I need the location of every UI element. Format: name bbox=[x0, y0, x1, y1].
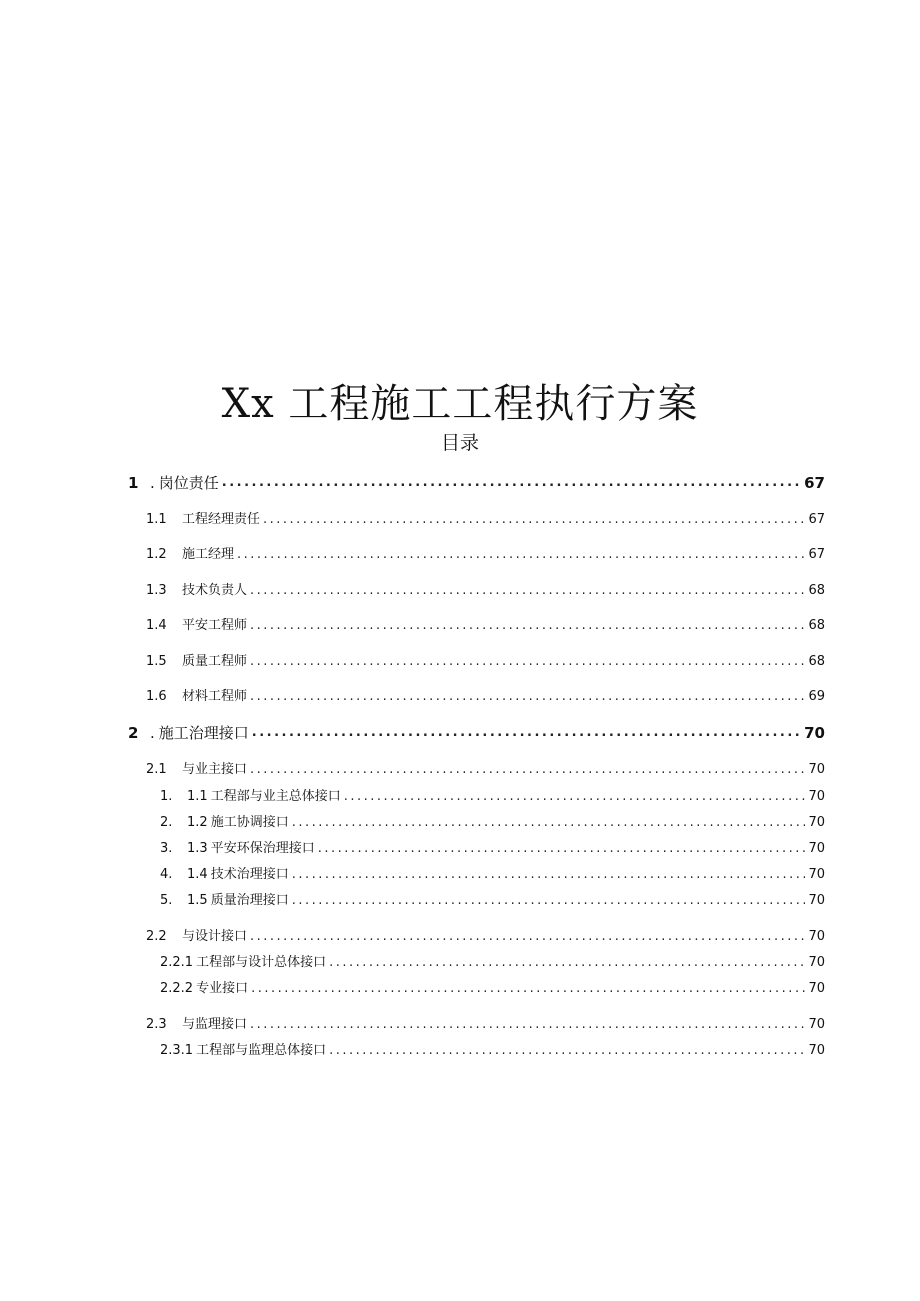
toc-entry-number: 2.2 bbox=[146, 929, 167, 944]
toc-entry-number: 1. bbox=[160, 789, 173, 804]
toc-page-number: 70 bbox=[808, 955, 825, 970]
toc-leader-dots bbox=[292, 865, 806, 885]
toc-entry[interactable] bbox=[128, 473, 825, 493]
toc-page-number: 67 bbox=[808, 512, 825, 527]
toc-entry-separator: . bbox=[150, 474, 155, 492]
toc-entry-subnumber: 1.3 bbox=[187, 841, 208, 856]
toc-entry-title: 质量治理接口 bbox=[210, 893, 289, 908]
toc-entry-title: 专业接口 bbox=[196, 981, 249, 996]
toc-page-number: 70 bbox=[804, 724, 825, 742]
toc-leader-dots bbox=[251, 979, 805, 999]
toc-page-number: 67 bbox=[808, 547, 825, 562]
toc-page-number: 70 bbox=[808, 1017, 825, 1032]
toc-leader-dots bbox=[250, 581, 805, 601]
toc-entry[interactable] bbox=[160, 979, 825, 999]
toc-leader-dots bbox=[329, 953, 805, 973]
toc-page-number: 70 bbox=[808, 815, 825, 830]
toc-page-number: 67 bbox=[804, 474, 825, 492]
toc-entry[interactable] bbox=[160, 787, 825, 807]
toc-leader-dots bbox=[329, 1041, 805, 1061]
toc-page-number: 68 bbox=[808, 654, 825, 669]
toc-entry-subnumber: 1.5 bbox=[187, 893, 208, 908]
document-title: Xx 工程施工工程执行方案 bbox=[221, 381, 699, 427]
toc-leader-dots bbox=[250, 616, 805, 636]
toc-page-number: 70 bbox=[808, 981, 825, 996]
toc-page-number: 70 bbox=[808, 762, 825, 777]
toc-entry-title: 岗位责任 bbox=[158, 474, 219, 492]
toc-entry[interactable] bbox=[146, 545, 825, 565]
toc-leader-dots bbox=[250, 1015, 805, 1035]
toc-entry-subnumber: 2.2.2 bbox=[160, 981, 194, 996]
toc-entry[interactable] bbox=[146, 581, 825, 601]
toc-leader-dots bbox=[292, 891, 806, 911]
toc-entry[interactable] bbox=[160, 865, 825, 885]
toc-entry-title: 与业主接口 bbox=[182, 762, 248, 777]
toc-entry-subnumber: 1.2 bbox=[187, 815, 208, 830]
toc-entry-title: 施工经理 bbox=[182, 547, 235, 562]
toc-entry-title: 平安环保治理接口 bbox=[210, 841, 315, 856]
toc-entry[interactable] bbox=[146, 510, 825, 530]
toc-page-number: 68 bbox=[808, 618, 825, 633]
toc-page-number: 68 bbox=[808, 583, 825, 598]
toc-entry[interactable] bbox=[160, 953, 825, 973]
toc-entry[interactable] bbox=[146, 687, 825, 707]
toc-entry-number: 1.1 bbox=[146, 512, 167, 527]
toc-leader-dots bbox=[250, 652, 805, 672]
toc-entry-title: 施工协调接口 bbox=[210, 815, 289, 830]
toc-leader-dots bbox=[292, 813, 806, 833]
toc-entry[interactable] bbox=[146, 652, 825, 672]
toc-entry-number: 1.2 bbox=[146, 547, 167, 562]
toc-entry[interactable] bbox=[160, 891, 825, 911]
toc-entry-number: 3. bbox=[160, 841, 173, 856]
toc-entry[interactable] bbox=[160, 813, 825, 833]
toc-entry[interactable] bbox=[146, 760, 825, 780]
toc-entry-number: 2 bbox=[128, 724, 139, 742]
toc-entry[interactable] bbox=[146, 616, 825, 636]
toc-entry-title: 工程部与设计总体接口 bbox=[196, 955, 327, 970]
toc-entry-number: 1.6 bbox=[146, 689, 167, 704]
toc-entry[interactable] bbox=[128, 723, 825, 743]
toc-entry-number: 2.1 bbox=[146, 762, 167, 777]
toc-entry-subnumber: 1.4 bbox=[187, 867, 208, 882]
toc-entry-subnumber: 1.1 bbox=[187, 789, 208, 804]
toc-page-number: 70 bbox=[808, 893, 825, 908]
toc-entry-title: 平安工程师 bbox=[182, 618, 248, 633]
toc-leader-dots bbox=[252, 723, 801, 743]
toc-page-number: 70 bbox=[808, 929, 825, 944]
toc-entry-title: 工程部与业主总体接口 bbox=[210, 789, 341, 804]
toc-page-number: 70 bbox=[808, 789, 825, 804]
toc-entry[interactable] bbox=[146, 927, 825, 947]
toc-entry-title: 工程部与监理总体接口 bbox=[196, 1043, 327, 1058]
toc-entry-title: 施工治理接口 bbox=[158, 724, 249, 742]
toc-entry[interactable] bbox=[160, 1041, 825, 1061]
toc-leader-dots bbox=[318, 839, 806, 859]
toc-entry-number: 1.3 bbox=[146, 583, 167, 598]
toc-entry-number: 1.5 bbox=[146, 654, 167, 669]
toc-heading: 目录 bbox=[440, 432, 479, 454]
toc-entry-number: 2.3 bbox=[146, 1017, 167, 1032]
toc-page-number: 70 bbox=[808, 841, 825, 856]
toc-entry-title: 工程经理责任 bbox=[182, 512, 261, 527]
toc-entry-number: 2. bbox=[160, 815, 173, 830]
toc-entry-subnumber: 2.2.1 bbox=[160, 955, 194, 970]
toc-entry-title: 与监理接口 bbox=[182, 1017, 248, 1032]
toc-entry-title: 质量工程师 bbox=[182, 654, 248, 669]
toc-entry-number: 1.4 bbox=[146, 618, 167, 633]
toc-entry[interactable] bbox=[146, 1015, 825, 1035]
toc-page-number: 69 bbox=[808, 689, 825, 704]
toc-leader-dots bbox=[237, 545, 805, 565]
toc-leader-dots bbox=[263, 510, 805, 530]
toc-page-number: 70 bbox=[808, 867, 825, 882]
toc-entry-separator: . bbox=[150, 724, 155, 742]
toc-entry-number: 4. bbox=[160, 867, 173, 882]
toc-entry-number: 1 bbox=[128, 474, 139, 492]
toc-leader-dots bbox=[250, 687, 805, 707]
toc-entry-title: 材料工程师 bbox=[182, 689, 248, 704]
toc-entry-title: 技术负责人 bbox=[182, 583, 248, 598]
toc-entry[interactable] bbox=[160, 839, 825, 859]
toc-entry-title: 与设计接口 bbox=[182, 929, 248, 944]
toc-entry-number: 5. bbox=[160, 893, 173, 908]
toc-leader-dots bbox=[250, 927, 805, 947]
toc-entry-subnumber: 2.3.1 bbox=[160, 1043, 194, 1058]
toc-leader-dots bbox=[344, 787, 806, 807]
toc-leader-dots bbox=[222, 473, 801, 493]
toc-entry-title: 技术治理接口 bbox=[210, 867, 289, 882]
toc-leader-dots bbox=[250, 760, 805, 780]
toc-page-number: 70 bbox=[808, 1043, 825, 1058]
